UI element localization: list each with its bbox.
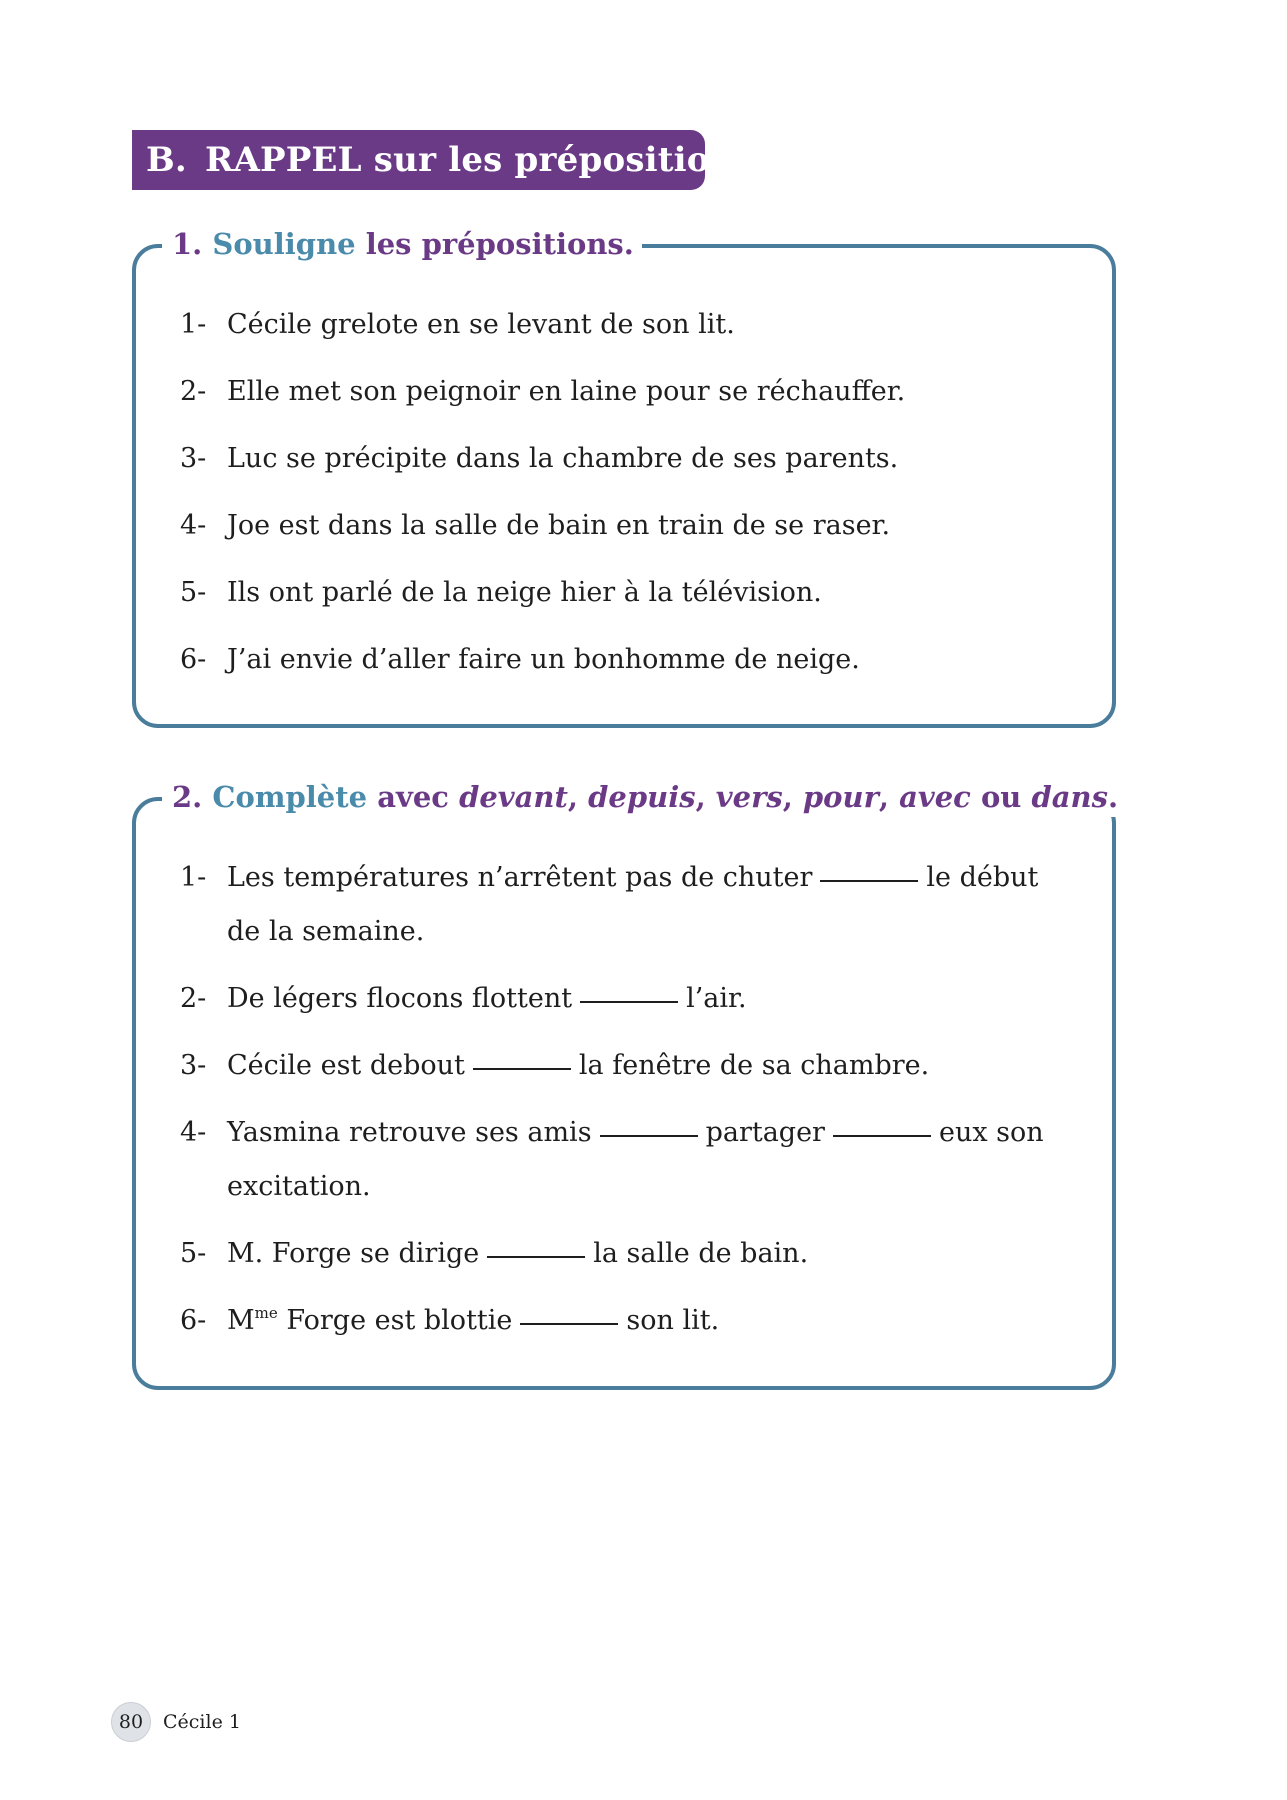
sentence-part: Cécile est debout bbox=[227, 1050, 465, 1081]
list-item bbox=[180, 1039, 1072, 1093]
exercise-1-box bbox=[132, 227, 1116, 728]
sentence[interactable]: Joe est dans la salle de bain en train de se raser. bbox=[227, 510, 891, 541]
list-item bbox=[180, 566, 1072, 620]
exercise-2-number: 2. bbox=[172, 780, 203, 814]
sentence-part: la fenêtre de sa chambre. bbox=[578, 1050, 930, 1081]
sentence[interactable]: Elle met son peignoir en laine pour se réchauffer. bbox=[227, 376, 906, 407]
list-item bbox=[180, 298, 1072, 352]
sentence bbox=[227, 851, 1072, 959]
page-footer bbox=[111, 1702, 241, 1742]
item-number: 4- bbox=[180, 1117, 207, 1148]
exercise-1-list bbox=[180, 298, 1072, 700]
list-item bbox=[180, 851, 1072, 959]
answer-blank[interactable] bbox=[600, 1135, 698, 1137]
answer-blank[interactable] bbox=[833, 1135, 931, 1137]
item-number: 2- bbox=[180, 376, 207, 407]
exercise-2-list bbox=[180, 851, 1072, 1361]
title-abbrev-superscript: me bbox=[254, 1304, 278, 1322]
exercise-1-heading bbox=[162, 224, 642, 264]
answer-blank[interactable] bbox=[580, 1001, 678, 1003]
item-number: 3- bbox=[180, 443, 207, 474]
section-title-text: RAPPEL sur les prépositions bbox=[204, 140, 754, 180]
exercise-2-avec: avec bbox=[377, 780, 449, 814]
word-pour: pour bbox=[802, 780, 879, 814]
answer-blank[interactable] bbox=[520, 1323, 618, 1325]
sentence-part: De légers flocons flottent bbox=[227, 983, 573, 1014]
answer-blank[interactable] bbox=[820, 880, 918, 882]
sentence-part: partager bbox=[705, 1117, 825, 1148]
exercise-2-verb: Complète bbox=[212, 780, 368, 814]
item-number: 2- bbox=[180, 983, 207, 1014]
item-number: 6- bbox=[180, 644, 207, 675]
item-number: 4- bbox=[180, 510, 207, 541]
sentence-part: Les températures n’arrêtent pas de chuter bbox=[227, 862, 813, 893]
title-abbrev: M bbox=[227, 1305, 255, 1336]
sentence-part: l’air. bbox=[686, 983, 747, 1014]
sentence bbox=[227, 972, 1072, 1026]
section-banner bbox=[132, 130, 754, 190]
list-item bbox=[180, 1106, 1072, 1214]
list-item bbox=[180, 1294, 1072, 1348]
word-ou: ou bbox=[980, 780, 1022, 814]
sentence-part: la salle de bain. bbox=[593, 1238, 809, 1269]
exercise-1-number: 1. bbox=[172, 227, 203, 261]
exercise-2-box bbox=[132, 780, 1119, 1390]
exercise-1-instruction: les prépositions. bbox=[365, 227, 634, 261]
sentence-part: son lit. bbox=[626, 1305, 720, 1336]
list-item bbox=[180, 972, 1072, 1026]
word-avec: avec bbox=[899, 780, 971, 814]
item-number: 5- bbox=[180, 1238, 207, 1269]
list-item bbox=[180, 499, 1072, 553]
item-number: 6- bbox=[180, 1305, 207, 1336]
sentence bbox=[227, 1106, 1072, 1214]
sentence[interactable]: Luc se précipite dans la chambre de ses parents. bbox=[227, 443, 899, 474]
page-number: 80 bbox=[111, 1702, 151, 1742]
item-number: 1- bbox=[180, 309, 207, 340]
word-dans: dans bbox=[1031, 780, 1108, 814]
exercise-2-heading: 2. Complète avec devant, depuis, vers, pour, avec ou dans. bbox=[162, 777, 1126, 817]
answer-blank[interactable] bbox=[473, 1068, 571, 1070]
sentence-part: Forge est blottie bbox=[286, 1305, 513, 1336]
sentence-part: M. Forge se dirige bbox=[227, 1238, 480, 1269]
section-letter: B. bbox=[146, 140, 187, 180]
sentence[interactable]: Ils ont parlé de la neige hier à la télévision. bbox=[227, 577, 822, 608]
list-item bbox=[180, 432, 1072, 486]
word-depuis: depuis bbox=[588, 780, 696, 814]
sentence-part: eux son excitation. bbox=[227, 1117, 1044, 1202]
book-title: Cécile 1 bbox=[163, 1711, 241, 1733]
sentence-part: le début de la semaine. bbox=[227, 862, 1039, 947]
exercise-1-verb: Souligne bbox=[212, 227, 356, 261]
word-vers: vers bbox=[715, 780, 783, 814]
section-title bbox=[146, 140, 754, 180]
sentence bbox=[227, 1294, 1072, 1348]
sentence bbox=[227, 1039, 1072, 1093]
item-number: 5- bbox=[180, 577, 207, 608]
list-item bbox=[180, 1227, 1072, 1281]
sentence-part: Yasmina retrouve ses amis bbox=[227, 1117, 592, 1148]
sentence[interactable]: Cécile grelote en se levant de son lit. bbox=[227, 309, 735, 340]
answer-blank[interactable] bbox=[487, 1256, 585, 1258]
sentence[interactable]: J’ai envie d’aller faire un bonhomme de neige. bbox=[227, 644, 860, 675]
word-devant: devant bbox=[459, 780, 568, 814]
list-item bbox=[180, 365, 1072, 419]
item-number: 1- bbox=[180, 862, 207, 893]
item-number: 3- bbox=[180, 1050, 207, 1081]
list-item bbox=[180, 633, 1072, 687]
sentence bbox=[227, 1227, 1072, 1281]
